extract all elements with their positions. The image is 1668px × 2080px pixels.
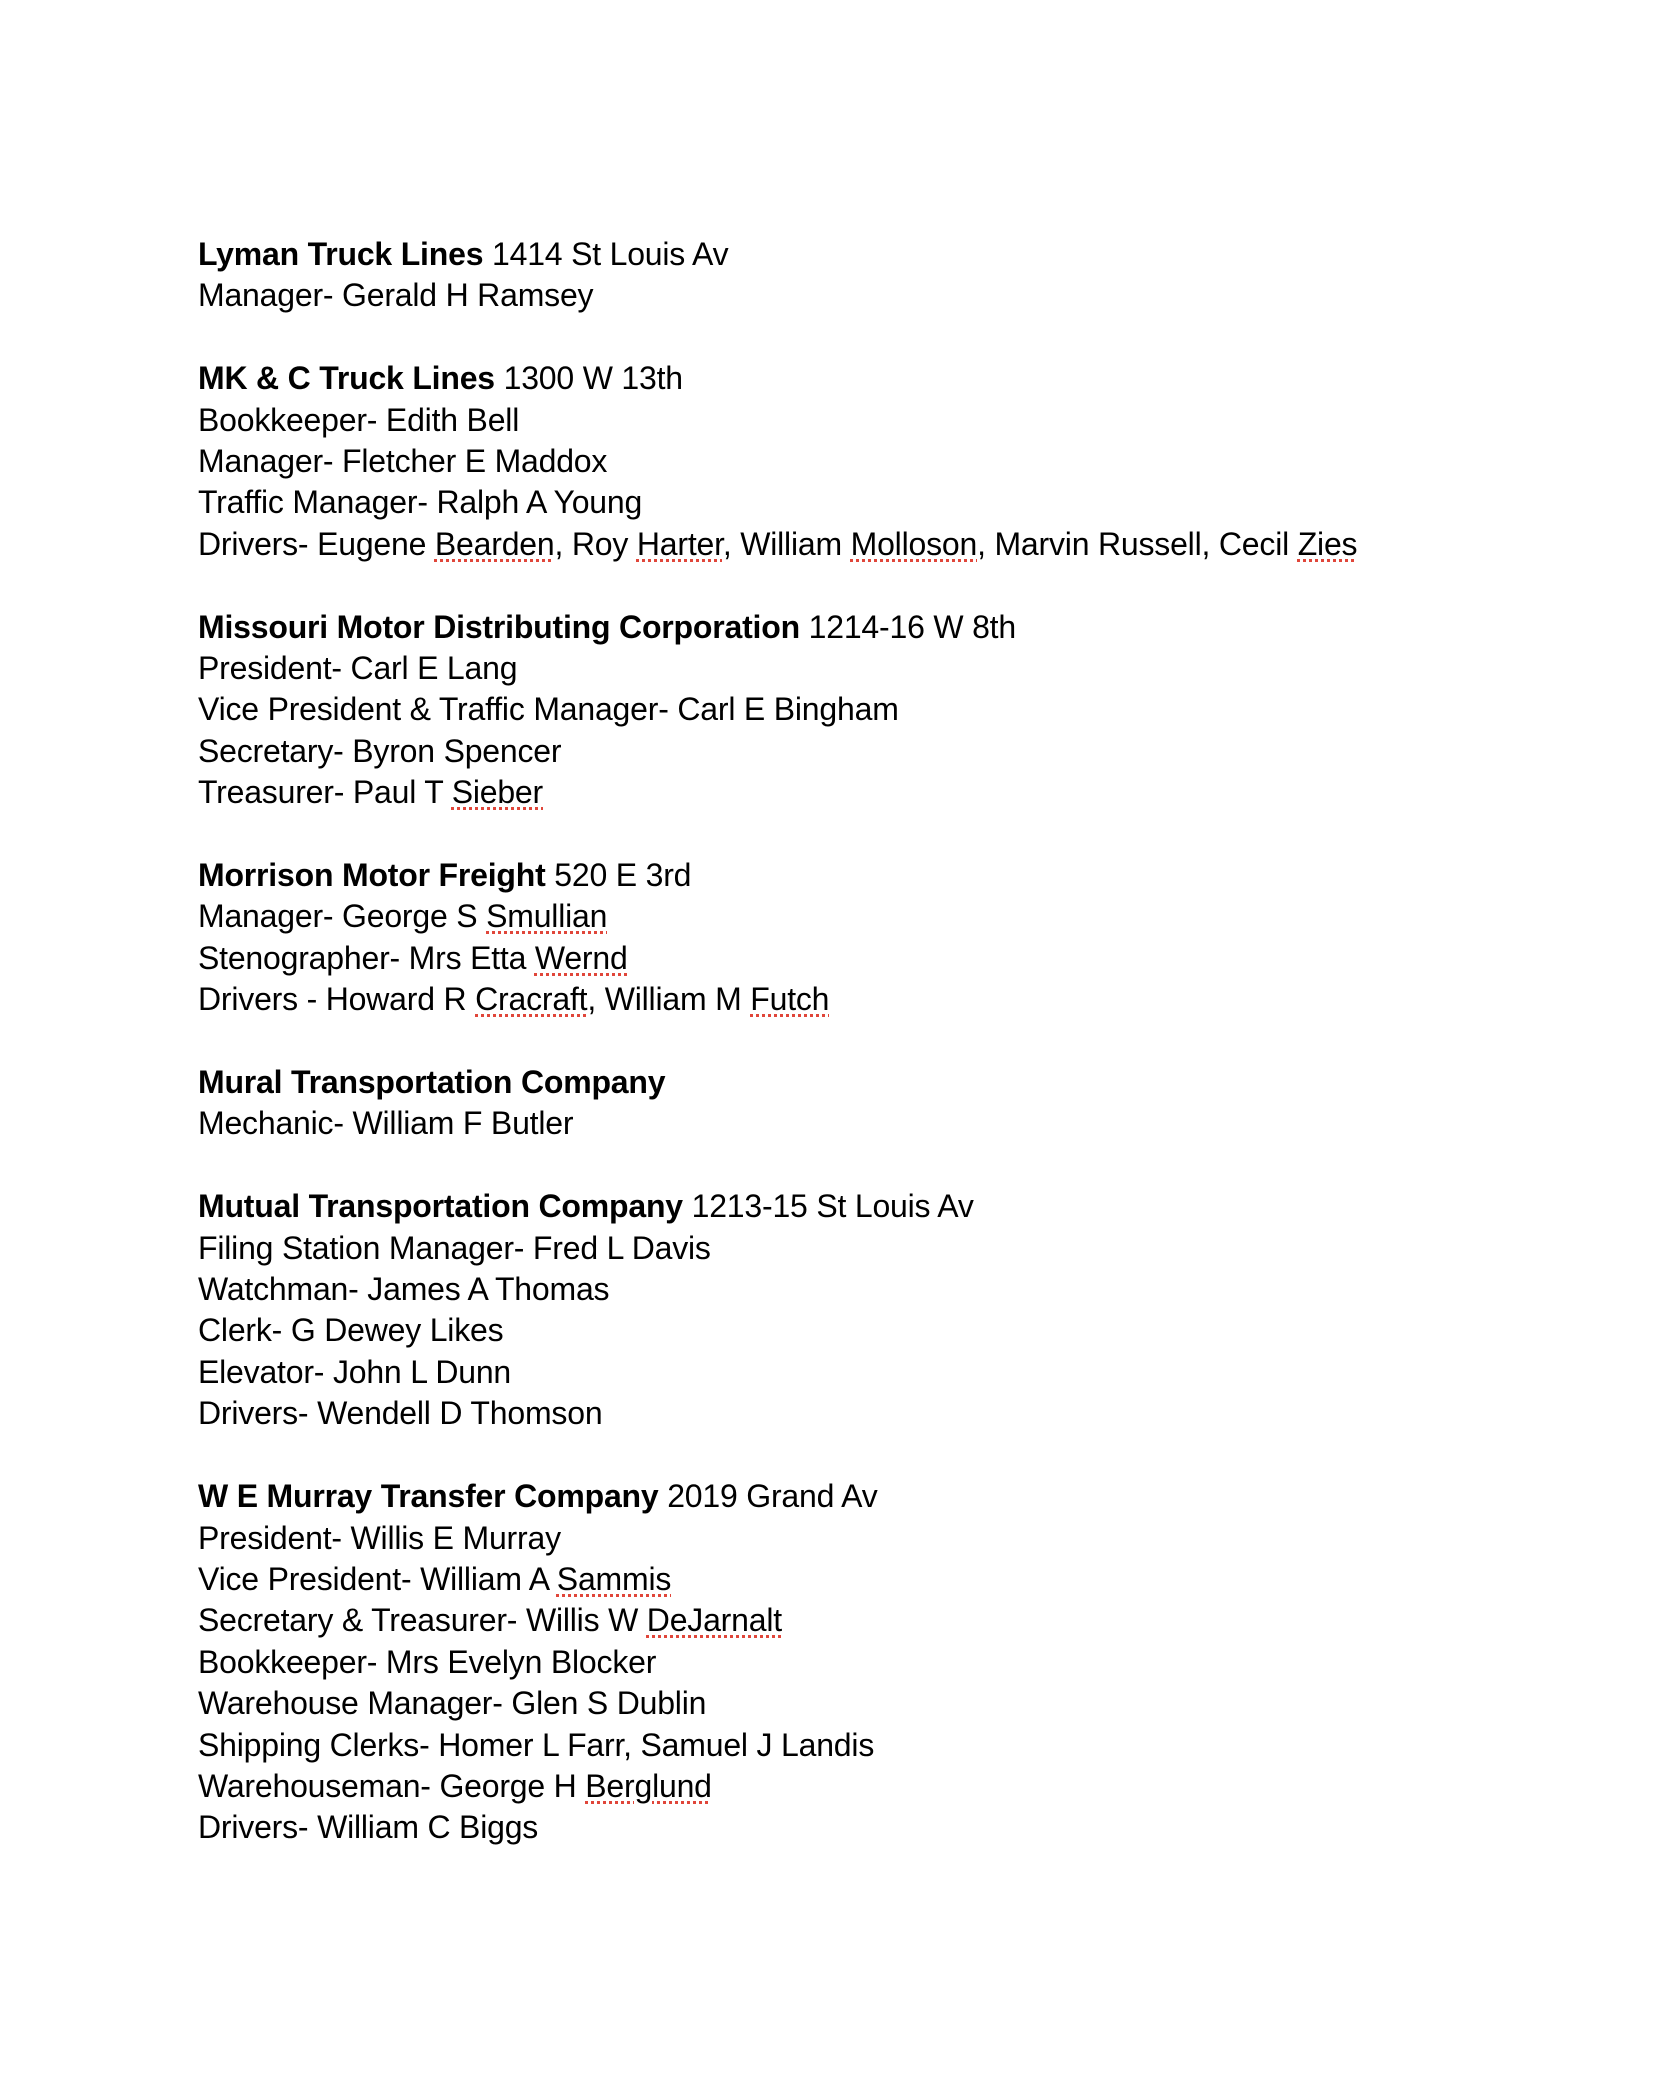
staff-text: , William	[722, 525, 851, 562]
staff-line	[198, 689, 1478, 730]
firm-entry	[198, 358, 1478, 565]
spellcheck-flagged-word: Harter	[636, 525, 723, 562]
staff-text: Shipping Clerks- Homer L Farr, Samuel J Landis	[198, 1726, 875, 1763]
staff-line	[198, 1352, 1478, 1393]
staff-text: Manager- George S	[198, 898, 487, 935]
staff-text: Drivers- Wendell D Thomson	[198, 1395, 603, 1432]
spellcheck-flagged-word: Molloson	[850, 525, 978, 562]
staff-line	[198, 1103, 1478, 1144]
staff-text: Watchman- James A Thomas	[198, 1271, 610, 1308]
staff-line	[198, 1683, 1478, 1724]
staff-line	[198, 1269, 1478, 1310]
firm-address: 1214-16 W 8th	[808, 608, 1016, 645]
staff-text: Secretary- Byron Spencer	[198, 732, 562, 769]
staff-text: Manager- Gerald H Ramsey	[198, 277, 594, 314]
spellcheck-flagged-word: Futch	[750, 981, 830, 1018]
staff-text: Drivers- William C Biggs	[198, 1809, 539, 1846]
firm-heading	[198, 607, 1478, 648]
staff-line	[198, 896, 1478, 937]
document-body	[198, 234, 1478, 1890]
staff-text: Clerk- G Dewey Likes	[198, 1312, 504, 1349]
spellcheck-flagged-word: Sieber	[451, 774, 543, 811]
firm-name: W E Murray Transfer Company	[198, 1478, 659, 1515]
staff-line	[198, 979, 1478, 1020]
firm-name: Mural Transportation Company	[198, 1064, 666, 1101]
staff-text: Treasurer- Paul T	[198, 774, 452, 811]
staff-text: Manager- Fletcher E Maddox	[198, 443, 608, 480]
staff-line	[198, 731, 1478, 772]
staff-text: Traffic Manager- Ralph A Young	[198, 484, 643, 521]
staff-text: Vice President- William A	[198, 1560, 557, 1597]
firm-entry	[198, 1476, 1478, 1849]
firm-address: 1213-15 St Louis Av	[691, 1188, 974, 1225]
spellcheck-flagged-word: Smullian	[486, 898, 608, 935]
staff-text: Mechanic- William F Butler	[198, 1105, 574, 1142]
staff-text: , Marvin Russell, Cecil	[977, 525, 1298, 562]
staff-line	[198, 441, 1478, 482]
spellcheck-flagged-word: Berglund	[585, 1767, 712, 1804]
firm-entry	[198, 1186, 1478, 1434]
staff-line	[198, 1600, 1478, 1641]
staff-text: Bookkeeper- Mrs Evelyn Blocker	[198, 1643, 657, 1680]
staff-text: Secretary & Treasurer- Willis W	[198, 1602, 647, 1639]
firm-address: 1300 W 13th	[503, 360, 683, 397]
firm-heading	[198, 1186, 1478, 1227]
staff-text: Bookkeeper- Edith Bell	[198, 401, 520, 438]
staff-text: Elevator- John L Dunn	[198, 1353, 512, 1390]
staff-line	[198, 1559, 1478, 1600]
staff-text: President- Carl E Lang	[198, 650, 518, 687]
staff-line	[198, 1393, 1478, 1434]
spellcheck-flagged-word: Sammis	[556, 1560, 672, 1597]
staff-line	[198, 1807, 1478, 1848]
staff-text: Warehouseman- George H	[198, 1767, 586, 1804]
firm-address: 2019 Grand Av	[667, 1478, 878, 1515]
staff-line	[198, 482, 1478, 523]
staff-text: , William M	[587, 981, 751, 1018]
staff-line	[198, 1228, 1478, 1269]
firm-heading	[198, 1062, 1478, 1103]
staff-line	[198, 1518, 1478, 1559]
staff-text: Drivers- Eugene	[198, 525, 435, 562]
staff-text: Stenographer- Mrs Etta	[198, 939, 535, 976]
firm-heading	[198, 1476, 1478, 1517]
firm-entry	[198, 607, 1478, 814]
staff-line	[198, 938, 1478, 979]
firm-name: MK & C Truck Lines	[198, 360, 495, 397]
firm-name: Lyman Truck Lines	[198, 236, 484, 272]
firm-entry	[198, 855, 1478, 1021]
firm-heading	[198, 855, 1478, 896]
firm-name: Missouri Motor Distributing Corporation	[198, 608, 800, 645]
staff-text: Filing Station Manager- Fred L Davis	[198, 1229, 711, 1266]
staff-line	[198, 400, 1478, 441]
staff-line	[198, 1310, 1478, 1351]
spellcheck-flagged-word: Cracraft	[475, 981, 588, 1018]
firm-name: Morrison Motor Freight	[198, 857, 546, 894]
staff-line	[198, 648, 1478, 689]
staff-line	[198, 275, 1478, 316]
spellcheck-flagged-word: Bearden	[434, 525, 555, 562]
firm-entry	[198, 1062, 1478, 1145]
staff-line	[198, 772, 1478, 813]
firm-name: Mutual Transportation Company	[198, 1188, 683, 1225]
staff-line	[198, 524, 1478, 565]
spellcheck-flagged-word: Wernd	[534, 939, 628, 976]
firm-entry	[198, 234, 1478, 317]
spellcheck-flagged-word: Zies	[1297, 525, 1358, 562]
staff-text: Vice President & Traffic Manager- Carl E Bingham	[198, 691, 899, 728]
firm-address: 1414 St Louis Av	[492, 236, 729, 272]
spellcheck-flagged-word: DeJarnalt	[646, 1602, 782, 1639]
firm-heading	[198, 234, 1478, 275]
firm-address: 520 E 3rd	[554, 857, 692, 894]
staff-text: , Roy	[554, 525, 637, 562]
staff-text: President- Willis E Murray	[198, 1519, 561, 1556]
staff-line	[198, 1766, 1478, 1807]
firm-heading	[198, 358, 1478, 399]
staff-text: Drivers - Howard R	[198, 981, 476, 1018]
staff-text: Warehouse Manager- Glen S Dublin	[198, 1685, 707, 1722]
staff-line	[198, 1642, 1478, 1683]
staff-line	[198, 1725, 1478, 1766]
